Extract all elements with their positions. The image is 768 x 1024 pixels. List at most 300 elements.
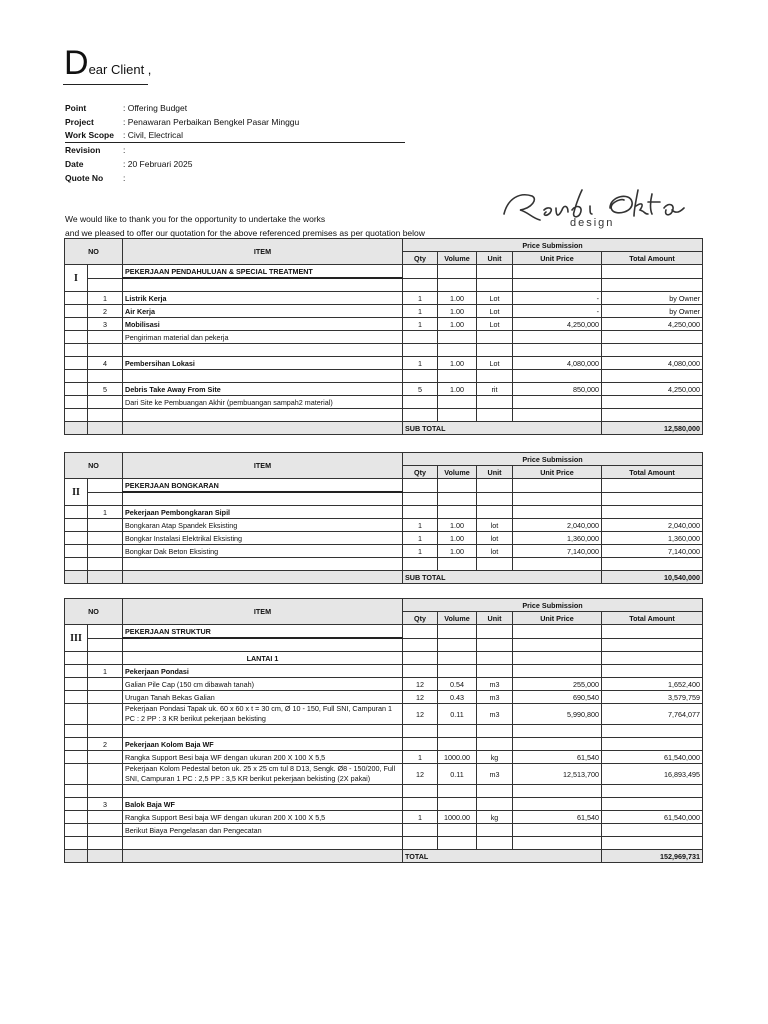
- unit-header: Unit: [477, 466, 513, 479]
- row-unit-price: [513, 738, 602, 751]
- row-qty: 1: [403, 305, 438, 318]
- table-row: [65, 798, 703, 811]
- row-no: [88, 278, 123, 292]
- row-item: Pekerjaan Pondasi Tapak uk. 60 x 60 x t = 30 cm, Ø 10 - 150, Full SNI, Campuran 1 PC : 2 PP : 3 KR berikut pekerjaan bekisting: [123, 704, 403, 725]
- subtotal-label: SUB TOTAL: [403, 422, 602, 435]
- row-no: [88, 558, 123, 571]
- row-unit: [477, 837, 513, 850]
- subtotal-row: [65, 850, 703, 863]
- row-total-amount: [602, 738, 703, 751]
- empty-cell: [438, 479, 477, 493]
- row-unit: [477, 738, 513, 751]
- row-unit-price: [513, 370, 602, 383]
- row-volume: [438, 344, 477, 357]
- item-header: ITEM: [123, 453, 403, 479]
- row-item: [123, 278, 403, 292]
- row-unit: m3: [477, 704, 513, 725]
- row-volume: [438, 824, 477, 837]
- section-table-2: [64, 452, 703, 584]
- row-volume: [438, 558, 477, 571]
- item-header: ITEM: [123, 239, 403, 265]
- row-item: Rangka Support Besi baja WF dengan ukuran 200 X 100 X 5,5: [123, 751, 403, 764]
- row-unit-price: -: [513, 292, 602, 305]
- empty-cell: [65, 318, 88, 331]
- row-unit: kg: [477, 751, 513, 764]
- total-amount-header: Total Amount: [602, 252, 703, 265]
- row-no: 4: [88, 357, 123, 370]
- table-row: [65, 558, 703, 571]
- row-unit: m3: [477, 678, 513, 691]
- section-number: III: [65, 625, 88, 652]
- row-total-amount: [602, 492, 703, 506]
- row-qty: [403, 344, 438, 357]
- row-qty: 1: [403, 545, 438, 558]
- table-row: [65, 344, 703, 357]
- row-total-amount: by Owner: [602, 292, 703, 305]
- row-item: Pembersihan Lokasi: [123, 357, 403, 370]
- quote-meta: [65, 101, 405, 185]
- row-unit: rit: [477, 383, 513, 396]
- row-total-amount: 61,540,000: [602, 811, 703, 824]
- table-row: [65, 383, 703, 396]
- table-row: [65, 506, 703, 519]
- row-item: [123, 725, 403, 738]
- row-qty: [403, 798, 438, 811]
- row-total-amount: [602, 665, 703, 678]
- row-total-amount: [602, 725, 703, 738]
- empty-cell: [65, 422, 88, 435]
- row-unit-price: [513, 824, 602, 837]
- row-item: [123, 370, 403, 383]
- row-unit: [477, 725, 513, 738]
- row-no: [88, 344, 123, 357]
- section-title-row: [65, 265, 703, 279]
- row-volume: 1000.00: [438, 811, 477, 824]
- section-title: PEKERJAAN BONGKARAN: [123, 479, 403, 493]
- row-volume: 0.11: [438, 704, 477, 725]
- row-unit-price: [513, 725, 602, 738]
- row-no: [88, 764, 123, 785]
- row-total-amount: 1,652,400: [602, 678, 703, 691]
- row-no: [88, 751, 123, 764]
- table-row: [65, 292, 703, 305]
- row-unit: lot: [477, 545, 513, 558]
- row-qty: [403, 738, 438, 751]
- row-no: [88, 519, 123, 532]
- row-total-amount: 7,764,077: [602, 704, 703, 725]
- empty-cell: [477, 625, 513, 639]
- row-qty: 1: [403, 811, 438, 824]
- row-total-amount: [602, 506, 703, 519]
- table-row: [65, 305, 703, 318]
- row-unit-price: [513, 785, 602, 798]
- empty-cell: [65, 678, 88, 691]
- row-no: [88, 638, 123, 652]
- row-unit-price: [513, 278, 602, 292]
- subtotal-label: SUB TOTAL: [403, 571, 602, 584]
- row-volume: [438, 278, 477, 292]
- row-unit: m3: [477, 691, 513, 704]
- row-unit-price: 1,360,000: [513, 532, 602, 545]
- row-item: Dari Site ke Pembuangan Akhir (pembuangan sampah2 material): [123, 396, 403, 409]
- empty-cell: [65, 344, 88, 357]
- row-item: Listrik Kerja: [123, 292, 403, 305]
- subtotal-value: 152,969,731: [602, 850, 703, 863]
- row-no: [88, 678, 123, 691]
- header-row: [65, 239, 703, 252]
- row-no: 1: [88, 506, 123, 519]
- table-row: [65, 545, 703, 558]
- row-unit-price: [513, 798, 602, 811]
- row-total-amount: 61,540,000: [602, 751, 703, 764]
- row-unit-price: [513, 665, 602, 678]
- row-total-amount: 4,080,000: [602, 357, 703, 370]
- row-volume: [438, 370, 477, 383]
- row-unit-price: [513, 837, 602, 850]
- volume-header: Volume: [438, 612, 477, 625]
- row-item: Rangka Support Besi baja WF dengan ukuran 200 X 100 X 5,5: [123, 811, 403, 824]
- intro-line-1: We would like to thank you for the opportunity to undertake the works: [65, 214, 326, 224]
- row-volume: [438, 331, 477, 344]
- row-no: [88, 545, 123, 558]
- qty-header: Qty: [403, 612, 438, 625]
- row-unit: Lot: [477, 357, 513, 370]
- row-volume: 1.00: [438, 383, 477, 396]
- price-submission-header: Price Submission: [403, 599, 703, 612]
- row-no: 2: [88, 305, 123, 318]
- row-qty: [403, 506, 438, 519]
- row-total-amount: 2,040,000: [602, 519, 703, 532]
- volume-header: Volume: [438, 252, 477, 265]
- row-no: [88, 331, 123, 344]
- table-row: [65, 331, 703, 344]
- row-qty: [403, 492, 438, 506]
- table-row: [65, 785, 703, 798]
- greeting-rest: ear Client ,: [88, 62, 152, 77]
- row-qty: [403, 638, 438, 652]
- table-row: [65, 665, 703, 678]
- row-volume: [438, 738, 477, 751]
- empty-cell: [65, 571, 88, 584]
- row-total-amount: [602, 370, 703, 383]
- empty-cell: [65, 725, 88, 738]
- row-volume: 1.00: [438, 318, 477, 331]
- row-unit: lot: [477, 532, 513, 545]
- empty-cell: [123, 422, 403, 435]
- empty-cell: [602, 265, 703, 279]
- meta-quote-no: Quote No :: [65, 172, 126, 183]
- row-unit-price: 2,040,000: [513, 519, 602, 532]
- row-volume: 1.00: [438, 357, 477, 370]
- section-number: II: [65, 479, 88, 506]
- row-unit-price: [513, 409, 602, 422]
- empty-cell: [65, 357, 88, 370]
- row-total-amount: [602, 638, 703, 652]
- row-unit: [477, 370, 513, 383]
- row-volume: 1.00: [438, 305, 477, 318]
- empty-cell: [403, 625, 438, 639]
- row-qty: [403, 824, 438, 837]
- row-volume: 1.00: [438, 532, 477, 545]
- empty-cell: [513, 625, 602, 639]
- row-unit: [477, 409, 513, 422]
- empty-cell: [602, 625, 703, 639]
- empty-cell: [513, 265, 602, 279]
- empty-cell: [65, 785, 88, 798]
- price-submission-header: Price Submission: [403, 453, 703, 466]
- row-qty: 1: [403, 292, 438, 305]
- row-no: [88, 785, 123, 798]
- row-total-amount: [602, 785, 703, 798]
- row-unit: [477, 785, 513, 798]
- row-item: Air Kerja: [123, 305, 403, 318]
- row-item: Pekerjaan Pembongkaran Sipil: [123, 506, 403, 519]
- row-unit: m3: [477, 764, 513, 785]
- row-qty: [403, 665, 438, 678]
- row-qty: [403, 558, 438, 571]
- row-unit-price: 4,080,000: [513, 357, 602, 370]
- row-no: [88, 725, 123, 738]
- empty-cell: [123, 571, 403, 584]
- empty-cell: [65, 545, 88, 558]
- row-item: Galian Pile Cap (150 cm dibawah tanah): [123, 678, 403, 691]
- row-volume: [438, 396, 477, 409]
- section-title: PEKERJAAN PENDAHULUAN & SPECIAL TREATMENT: [123, 265, 403, 279]
- row-qty: [403, 837, 438, 850]
- table-row: [65, 357, 703, 370]
- row-qty: [403, 652, 438, 665]
- unit-price-header: Unit Price: [513, 252, 602, 265]
- table-row: [65, 370, 703, 383]
- row-unit: [477, 665, 513, 678]
- table-row: [65, 725, 703, 738]
- row-no: [88, 370, 123, 383]
- row-unit: Lot: [477, 292, 513, 305]
- empty-cell: [65, 691, 88, 704]
- empty-cell: [65, 409, 88, 422]
- intro-line-2: and we pleased to offer our quotation for the above referenced premises as per quotation below: [65, 228, 425, 238]
- meta-scope: Work Scope : Civil, Electrical: [65, 129, 405, 144]
- row-unit: [477, 396, 513, 409]
- row-qty: [403, 785, 438, 798]
- empty-cell: [602, 479, 703, 493]
- row-qty: 1: [403, 357, 438, 370]
- row-total-amount: by Owner: [602, 305, 703, 318]
- row-volume: [438, 506, 477, 519]
- row-item: [123, 344, 403, 357]
- row-no: [88, 652, 123, 665]
- row-item: Mobilisasi: [123, 318, 403, 331]
- row-total-amount: 4,250,000: [602, 318, 703, 331]
- section-number: I: [65, 265, 88, 292]
- subtotal-value: 12,580,000: [602, 422, 703, 435]
- row-no: 1: [88, 665, 123, 678]
- section-table-1: [64, 238, 703, 435]
- empty-cell: [65, 751, 88, 764]
- row-unit: [477, 798, 513, 811]
- item-header: ITEM: [123, 599, 403, 625]
- greeting-initial: D: [64, 44, 89, 82]
- table-row: [65, 638, 703, 652]
- row-unit-price: 255,000: [513, 678, 602, 691]
- subtotal-row: [65, 422, 703, 435]
- table-row: [65, 409, 703, 422]
- meta-project: Project : Penawaran Perbaikan Bengkel Pasar Minggu: [65, 116, 300, 127]
- price-submission-header: Price Submission: [403, 239, 703, 252]
- no-header: NO: [65, 239, 123, 265]
- row-volume: [438, 785, 477, 798]
- row-item: Bongkaran Atap Spandek Eksisting: [123, 519, 403, 532]
- row-volume: 0.54: [438, 678, 477, 691]
- row-qty: 12: [403, 704, 438, 725]
- row-total-amount: 1,360,000: [602, 532, 703, 545]
- row-item: Urugan Tanah Bekas Galian: [123, 691, 403, 704]
- row-volume: 1000.00: [438, 751, 477, 764]
- row-volume: 1.00: [438, 545, 477, 558]
- row-unit: [477, 278, 513, 292]
- no-cell: [88, 265, 123, 279]
- row-unit-price: [513, 506, 602, 519]
- row-unit: [477, 331, 513, 344]
- row-qty: 12: [403, 691, 438, 704]
- row-qty: [403, 396, 438, 409]
- table-row: [65, 519, 703, 532]
- row-item: [123, 785, 403, 798]
- table-row: [65, 704, 703, 725]
- empty-cell: [65, 811, 88, 824]
- row-unit: [477, 492, 513, 506]
- empty-cell: [65, 519, 88, 532]
- table-row: [65, 751, 703, 764]
- subtotal-row: [65, 571, 703, 584]
- row-unit-price: [513, 652, 602, 665]
- row-item: Pengiriman material dan pekerja: [123, 331, 403, 344]
- row-unit-price: [513, 344, 602, 357]
- table-row: [65, 278, 703, 292]
- greeting-underline: [63, 84, 148, 85]
- row-volume: [438, 492, 477, 506]
- row-unit-price: 61,540: [513, 751, 602, 764]
- row-unit: [477, 638, 513, 652]
- row-no: 3: [88, 318, 123, 331]
- row-unit-price: [513, 558, 602, 571]
- row-total-amount: [602, 558, 703, 571]
- row-unit: Lot: [477, 318, 513, 331]
- row-qty: [403, 370, 438, 383]
- row-item: [123, 492, 403, 506]
- row-unit: [477, 506, 513, 519]
- row-no: [88, 704, 123, 725]
- row-total-amount: [602, 331, 703, 344]
- empty-cell: [65, 305, 88, 318]
- empty-cell: [477, 479, 513, 493]
- row-unit: [477, 558, 513, 571]
- row-total-amount: [602, 278, 703, 292]
- table-row: [65, 492, 703, 506]
- row-no: [88, 532, 123, 545]
- empty-cell: [65, 652, 88, 665]
- empty-cell: [88, 422, 123, 435]
- unit-price-header: Unit Price: [513, 612, 602, 625]
- table-row: [65, 837, 703, 850]
- row-total-amount: [602, 396, 703, 409]
- section-title-row: [65, 625, 703, 639]
- row-qty: [403, 278, 438, 292]
- row-no: 1: [88, 292, 123, 305]
- table-row: [65, 678, 703, 691]
- row-item: Berikut Biaya Pengelasan dan Pengecatan: [123, 824, 403, 837]
- row-total-amount: [602, 344, 703, 357]
- row-volume: [438, 665, 477, 678]
- empty-cell: [438, 625, 477, 639]
- empty-cell: [65, 383, 88, 396]
- section-table-3: [64, 598, 703, 863]
- row-item: Pekerjaan Kolom Pedestal beton uk. 25 x 25 cm tul 8 D13, Sengk. Ø8 - 150/200, Full SNI, Campuran 1 PC : 2,5 PP : 3,5 KR berikut pekerjaan bekisting (2X pakai): [123, 764, 403, 785]
- table-row: [65, 824, 703, 837]
- row-item: Bongkar Dak Beton Eksisting: [123, 545, 403, 558]
- row-no: 3: [88, 798, 123, 811]
- row-qty: 1: [403, 318, 438, 331]
- row-item: [123, 837, 403, 850]
- row-volume: 1.00: [438, 292, 477, 305]
- row-unit: [477, 824, 513, 837]
- empty-cell: [65, 506, 88, 519]
- row-unit-price: 690,540: [513, 691, 602, 704]
- subtotal-value: 10,540,000: [602, 571, 703, 584]
- empty-cell: [65, 532, 88, 545]
- row-total-amount: [602, 652, 703, 665]
- total-amount-header: Total Amount: [602, 612, 703, 625]
- row-item: Balok Baja WF: [123, 798, 403, 811]
- empty-cell: [65, 704, 88, 725]
- row-volume: 1.00: [438, 519, 477, 532]
- row-volume: [438, 725, 477, 738]
- row-unit-price: 850,000: [513, 383, 602, 396]
- row-unit-price: -: [513, 305, 602, 318]
- row-total-amount: 4,250,000: [602, 383, 703, 396]
- greeting: [64, 46, 151, 80]
- table-row: [65, 738, 703, 751]
- row-total-amount: [602, 837, 703, 850]
- row-volume: 0.11: [438, 764, 477, 785]
- empty-cell: [65, 396, 88, 409]
- empty-cell: [403, 479, 438, 493]
- row-total-amount: [602, 824, 703, 837]
- row-unit-price: 4,250,000: [513, 318, 602, 331]
- row-no: [88, 811, 123, 824]
- unit-header: Unit: [477, 252, 513, 265]
- empty-cell: [403, 265, 438, 279]
- empty-cell: [65, 665, 88, 678]
- row-item: Pekerjaan Pondasi: [123, 665, 403, 678]
- intro-text: [65, 212, 425, 240]
- table-row: [65, 652, 703, 665]
- row-volume: [438, 409, 477, 422]
- empty-cell: [65, 837, 88, 850]
- signature-design-text: design: [570, 217, 615, 229]
- row-item: [123, 638, 403, 652]
- row-unit: lot: [477, 519, 513, 532]
- table-row: [65, 691, 703, 704]
- row-volume: [438, 837, 477, 850]
- row-unit-price: [513, 492, 602, 506]
- meta-point: Point : Offering Budget: [65, 102, 188, 113]
- empty-cell: [513, 479, 602, 493]
- subtotal-label: TOTAL: [403, 850, 602, 863]
- table-row: [65, 532, 703, 545]
- no-header: NO: [65, 453, 123, 479]
- row-unit: [477, 344, 513, 357]
